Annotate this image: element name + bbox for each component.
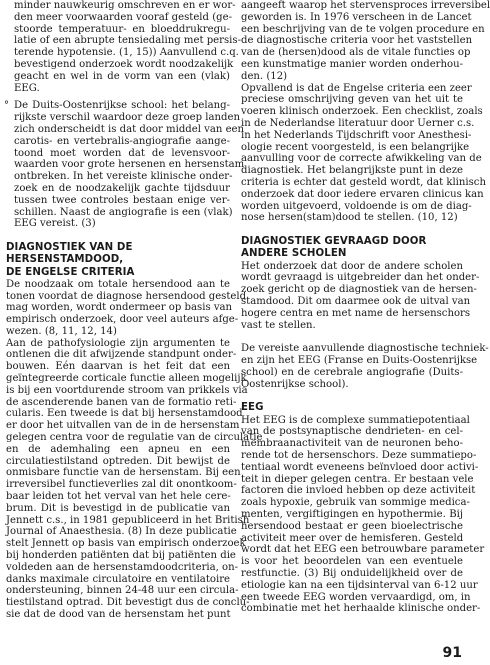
text-line: baar leiden tot het verval van het hele cere- — [6, 491, 231, 503]
text-line: den. (12) — [241, 70, 288, 82]
text-line: danks maximale circulatoire en ventilatoire — [6, 573, 230, 585]
text-line: is voor het beoordelen van een eventuele — [241, 556, 463, 568]
text-line: geïntegreerde corticale functie alleen mogelijk — [6, 373, 247, 385]
text-line: wordt dat het EEG een betrouwbare parameter — [241, 544, 485, 556]
text-line: bevestigend onderzoek wordt noodzakelijk — [14, 58, 234, 70]
text-line: en de ademhaling een apneu en een — [6, 443, 230, 455]
heading-line: DIAGNOSTIEK GEVRAAGD DOOR — [241, 236, 427, 248]
paragraph — [241, 82, 486, 225]
heading-line: HERSENSTAMDOOD, — [6, 254, 124, 266]
text-line: diagnostiek. Het belangrijkste punt in deze — [241, 165, 463, 177]
text-line: toond moet worden dat de levensvoor- — [14, 147, 230, 159]
text-line: worden uitgevoerd, voldoende is om de diag- — [241, 200, 472, 212]
text-line: waarden voor grote hersenen en hersenstam — [14, 159, 245, 171]
text-line: stamdood. Dit om daarmee ook de uitval van — [241, 295, 471, 307]
text-line: carotis- en vertebralis-angiografie aange- — [14, 135, 230, 147]
heading-line: ANDERE SCHOLEN — [241, 248, 347, 260]
bullet-paragraph-duits-oostenrijkse-school — [4, 100, 245, 230]
text-line: membraanactiviteit van de neuronen beho- — [241, 438, 463, 450]
text-line: criteria is echter dat gesteld wordt, dat klinisch — [241, 176, 486, 188]
text-line: een kunstmatige manier worden onderhou- — [241, 58, 463, 70]
text-line: schillen. Naast de angiografie is een (vlak) — [14, 206, 233, 218]
text-line: zoals hypoxie, gebruik van sommige medica- — [241, 497, 470, 509]
text-line: teit in dieper gelegen centra. Er bestaan vele — [241, 473, 474, 485]
text-line: een beschrijving van de te volgen procedure en — [241, 23, 485, 35]
text-line: irreversibel functieverlies zal dit onontkoom- — [6, 479, 237, 491]
text-line: van de (hersen)dood als de vitale functies op — [241, 47, 471, 59]
text-line: ologie recent voorgesteld, is een belangrijke — [241, 141, 470, 153]
text-line: in de Nederlandse literatuur door Uerner c.s. — [241, 117, 475, 129]
text-line: empirisch onderzoek, door veel auteurs afge- — [6, 314, 239, 326]
text-line: bouwen. Eén daarvan is het feit dat een — [6, 361, 230, 373]
page-number: 91 — [442, 645, 462, 661]
text-line: hogere centra en met name de hersenschors — [241, 307, 471, 319]
text-line: nose hersen(stam)dood te stellen. (10, 12) — [241, 212, 458, 224]
text-line: tentiaal wordt eveneens beïnvloed door activi- — [241, 461, 479, 473]
text-line: de ascenderende banen van de formatio reti- — [6, 396, 237, 408]
text-line: brum. Dit is bevestigd in de publicatie van — [6, 502, 230, 514]
text-line: Opvallend is dat de Engelse criteria een zeer — [241, 82, 472, 94]
text-line: en zijn het EEG (Franse en Duits-Oostenrijkse — [241, 355, 478, 367]
paragraph — [241, 414, 485, 616]
heading-line: DIAGNOSTIEK VAN DE — [6, 242, 133, 254]
bullet-symbol: ° — [4, 100, 9, 112]
text-line: geworden is. In 1976 verscheen in de Lancet — [241, 11, 472, 23]
paragraph — [241, 0, 490, 83]
text-line: Het EEG is de complexe summatiepotentiaal — [241, 414, 470, 426]
text-line: latie of een abrupte tensiedaling met persis- — [14, 35, 241, 47]
text-line: bij honderden patiënten dat bij patiënten die — [6, 550, 236, 562]
text-line: combinatie met het herhaalde klinische onder- — [241, 603, 481, 615]
right-column — [241, 0, 490, 615]
text-line: is bij een voortdurende stroom van prikkels via — [6, 384, 248, 396]
heading-line: DE ENGELSE CRITERIA — [6, 266, 135, 278]
text-line: etiologie kan na een tijdsinterval van 6-12 uur — [241, 579, 478, 591]
text-line: Aan de pathofysiologie zijn argumenten te — [6, 337, 230, 349]
paragraph — [6, 278, 247, 338]
text-line: ondersteuning, binnen 24-48 uur een circula- — [6, 585, 239, 597]
text-line: cularis. Een tweede is dat bij hersenstamdood — [6, 408, 243, 420]
text-line: circulatiestilstand optreden. Dit bewijst de — [6, 455, 230, 467]
text-line: van de postsynaptische dendrieten- en cel- — [241, 426, 463, 438]
text-line: er door het uitvallen van de in de hersenstam — [6, 420, 240, 432]
text-line: menten, vergiftigingen en hypothermie. Bij — [241, 509, 463, 521]
text-line: in het Nederlands Tijdschrift voor Anesthesi- — [241, 129, 472, 141]
text-line: geacht en wel in de vorm van een (vlak) — [14, 70, 230, 82]
text-line: stelt Jennett op basis van empirisch onderzoek — [6, 538, 246, 550]
text-line: De noodzaak om totale hersendood aan te — [6, 278, 230, 290]
text-line: sie dat de dood van de hersenstam het punt — [6, 609, 231, 621]
text-line: zich onderscheidt is dat door middel van een — [14, 123, 245, 135]
text-line: minder nauwkeurig omschreven en er wor- — [14, 0, 236, 11]
text-line: De Duits-Oostenrijkse school: het belang- — [14, 100, 230, 112]
text-line: restfunctie. (3) Bij onduidelijkheid over de — [241, 568, 463, 580]
text-line: school) en de cerebrale angiografie (Duits- — [241, 366, 463, 378]
text-line: rende tot de hersenschors. Deze summatiepo- — [241, 450, 477, 462]
text-line: tiestilstand optrad. Dit bevestigt dus de conclu- — [6, 597, 250, 609]
paragraph — [241, 260, 480, 332]
text-line: den meer voorwaarden vooraf gesteld (ge- — [14, 11, 232, 23]
text-line: stoorde temperatuur- en bloeddrukregu- — [14, 23, 230, 35]
text-line: tussen twee controles bestaan enige ver- — [14, 194, 230, 206]
text-line: EEG vereist. (3) — [14, 218, 96, 230]
text-line: gelegen centra voor de regulatie van de circulatie — [6, 432, 263, 444]
text-line: De vereiste aanvullende diagnostische techniek- — [241, 343, 489, 355]
text-line: Het onderzoek dat door de andere scholen — [241, 260, 463, 272]
text-line: preciese omschrijving geven van het uit te — [241, 94, 463, 106]
text-line: onmisbare functie van de hersenstam. Bij een — [6, 467, 241, 479]
section-heading-andere-scholen — [241, 236, 463, 260]
text-line: Oostenrijkse school). — [241, 378, 349, 390]
text-line: ontlenen die dit afwijzende standpunt onder- — [6, 349, 237, 361]
text-line: zoek en de noodzakelijk gachte tijdsduur — [14, 182, 230, 194]
text-line: EEG. — [14, 82, 40, 94]
text-line: voldeden aan de hersenstamdoodcriteria, on- — [6, 561, 239, 573]
left-column — [4, 0, 263, 621]
text-line: aangeeft waarop het stervensproces irreversibel — [241, 0, 490, 11]
text-line: onderzoek dat door iedere ervaren clinicus kan — [241, 188, 484, 200]
text-line: ontbreken. In het vereiste klinische onder- — [14, 171, 233, 183]
text-line: wezen. (8, 11, 12, 14) — [6, 325, 117, 337]
text-line: aanvulling voor de correcte afwikkeling van de — [241, 153, 482, 165]
section-heading-engelse-criteria — [6, 242, 230, 279]
text-line: voeren klinisch onderzoek. Een checklist, zoals — [241, 106, 483, 118]
text-line: terende hypotensie. (1, 15)) Aanvullend c.q. — [14, 47, 239, 59]
text-line: vast te stellen. — [241, 319, 316, 331]
text-line: de diagnostische criteria voor het vaststellen — [241, 35, 473, 47]
paragraph — [241, 343, 489, 390]
text-line: een tweede EEG worden vervaardigd, om, in — [241, 591, 471, 603]
text-line: activiteit meer over de hemisferen. Gesteld — [241, 532, 464, 544]
text-line: hersendood bestaat er geen bioelectrische — [241, 520, 463, 532]
section-heading-eeg: EEG — [241, 402, 264, 414]
text-line: zoek gericht op de diagnostiek van de hersen- — [241, 284, 477, 296]
text-line: tonen voordat de diagnose hersendood gesteld — [6, 290, 247, 302]
text-line: wordt gevraagd is uitgebreider dan het onder- — [241, 272, 480, 284]
left-top-paragraph — [6, 0, 241, 94]
text-line: factoren die invloed hebben op deze activiteit — [241, 485, 476, 497]
text-line: Jennett c.s., in 1981 gepubliceerd in het British — [6, 514, 250, 526]
text-line: mag worden, wordt ondermeer op basis van — [6, 302, 233, 314]
text-line: rijkste verschil waardoor deze groep landen — [14, 112, 240, 124]
text-line: Journal of Anaesthesia. (8) In deze publicatie — [6, 526, 237, 538]
